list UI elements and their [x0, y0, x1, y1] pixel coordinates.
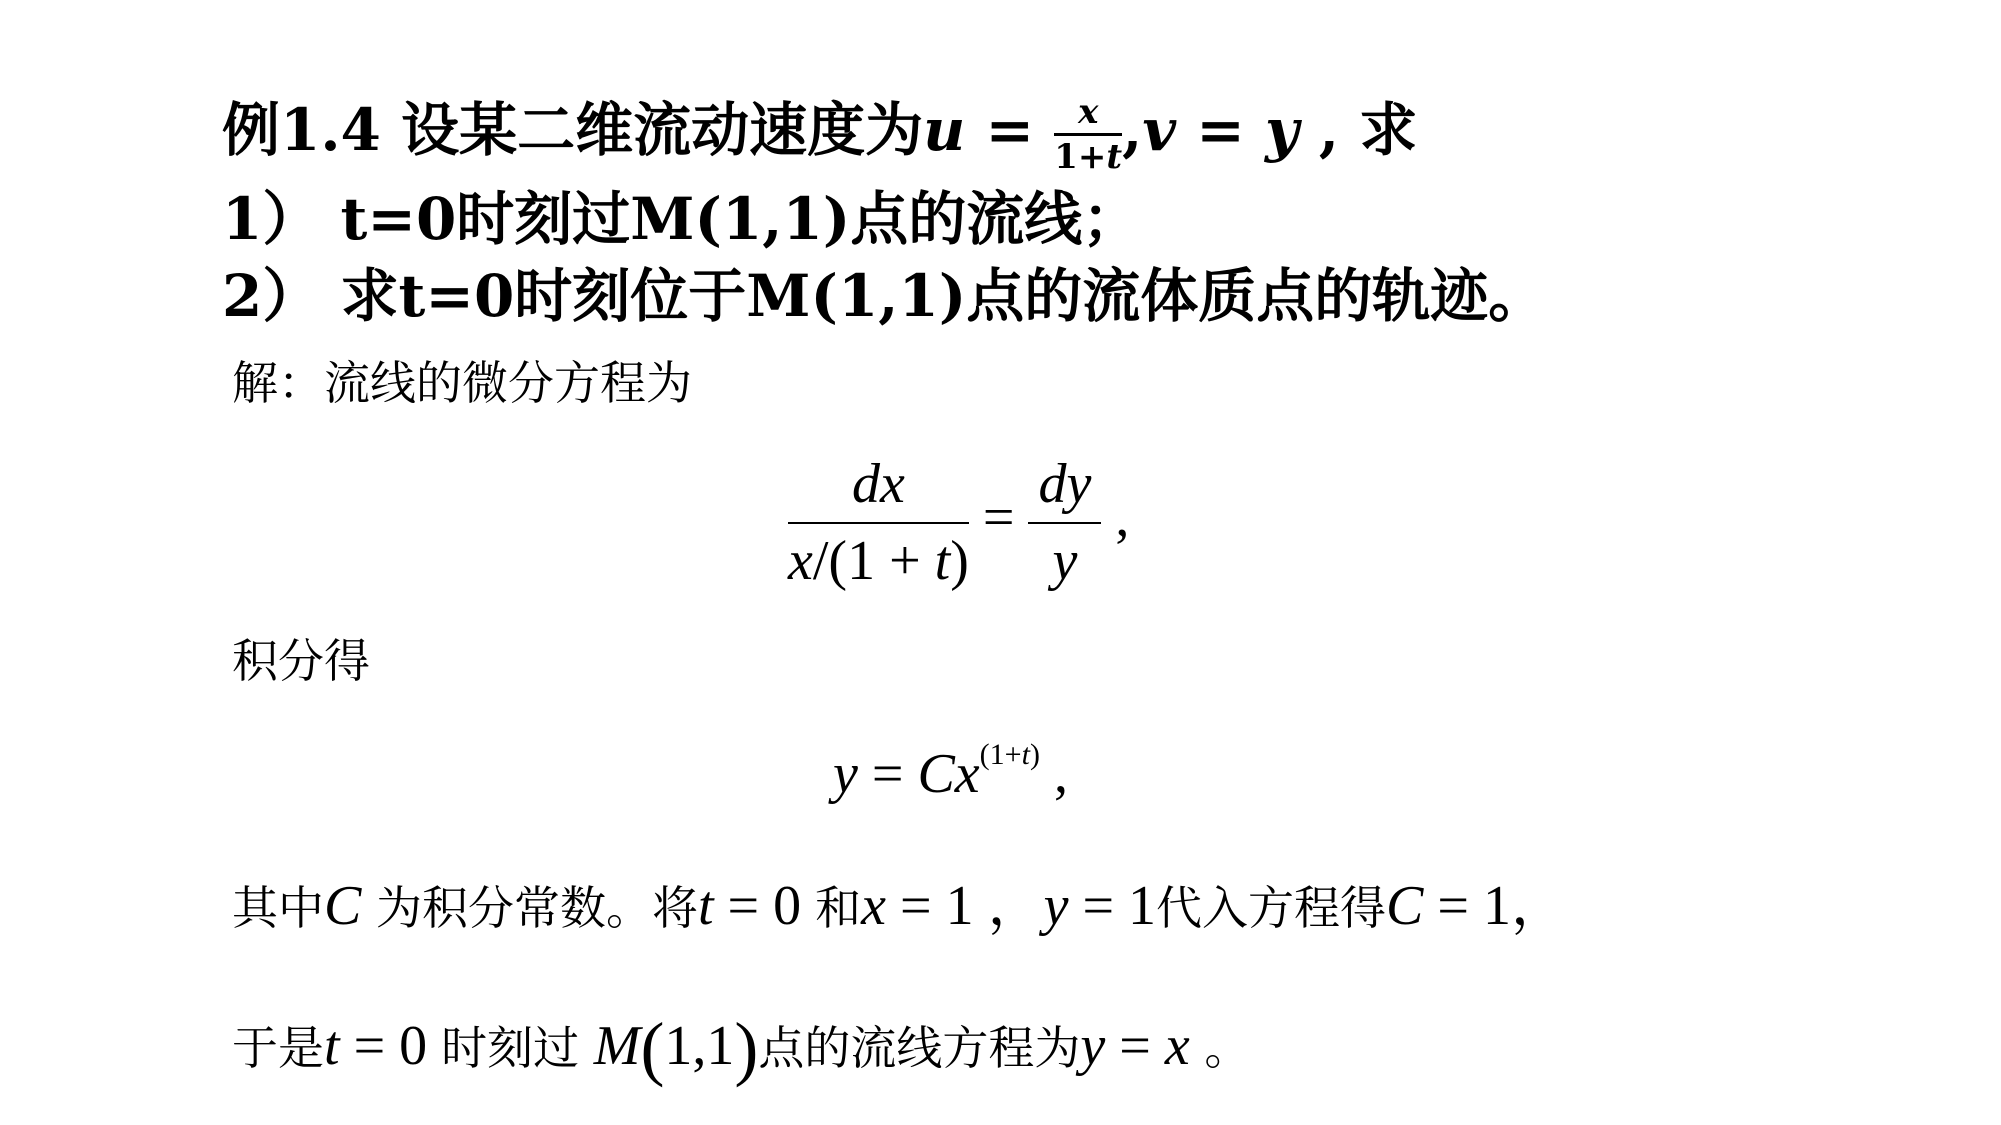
point-m: M — [593, 1015, 641, 1077]
text-streamline-eq: 点的流线方程为 — [758, 1021, 1081, 1075]
den-mid: /(1 + — [812, 529, 935, 592]
text-he: 和 — [815, 881, 862, 935]
problem-ask: , 求 — [1298, 96, 1418, 165]
exp-open: (1+ — [979, 738, 1022, 771]
result-period: 。 — [1189, 1021, 1251, 1075]
den-t-var: t — [934, 529, 951, 592]
var-x: x — [861, 875, 886, 937]
problem-line-2: 1） t=0时刻过M(1,1)点的流线； — [222, 185, 1141, 253]
streamline-equation — [788, 455, 1129, 591]
rhs-denominator: y — [1052, 529, 1078, 592]
var-t: t — [697, 875, 714, 937]
text-moment: 时刻过 — [441, 1021, 594, 1075]
den-x: x — [788, 529, 813, 592]
problem-line-1 — [222, 92, 1418, 177]
eq2-comma: , — [1039, 743, 1068, 805]
den-close: ) — [950, 529, 969, 592]
lhs-numerator: dx — [788, 455, 969, 524]
integrate-text: 积分得 — [232, 634, 370, 688]
result-var-t: t — [324, 1015, 340, 1077]
text-constant: 为积分常数。将 — [361, 881, 698, 935]
problem-title: 例1.4 设某二维流动速度为 — [222, 96, 924, 165]
velocity-u: u — [923, 96, 966, 165]
paren-right: ) — [734, 1008, 759, 1088]
equals-sign: = — [965, 96, 1055, 165]
text-qizhong: 其中 — [232, 881, 324, 935]
eq2-exponent — [980, 738, 1040, 771]
x-value: = 1 ， — [886, 875, 1044, 937]
result-y: y — [1080, 1015, 1106, 1077]
u-fraction — [1054, 92, 1123, 177]
eq2-y: y — [833, 743, 858, 805]
eq2-equals: = — [857, 743, 918, 805]
velocity-v: v — [1142, 96, 1177, 165]
lhs-fraction — [788, 455, 969, 591]
u-fraction-denominator — [1054, 136, 1122, 176]
exp-close: ) — [1029, 738, 1040, 771]
paren-left: ( — [640, 1008, 665, 1088]
var-c: C — [324, 875, 362, 937]
u-fraction-numerator: x — [1054, 95, 1122, 136]
eq1-equals: = — [968, 486, 1029, 549]
den-one-plus: 1+ — [1054, 136, 1107, 177]
problem-line-3: 2） 求t=0时刻位于M(1,1)点的流体质点的轨迹。 — [222, 262, 1547, 330]
streamline-result-line — [232, 1008, 1251, 1088]
c-value: = 1， — [1423, 875, 1567, 937]
text-yushi: 于是 — [232, 1021, 324, 1075]
eq1-comma: , — [1101, 486, 1130, 549]
rhs-fraction — [1028, 455, 1101, 591]
y-value: = 1 — [1068, 875, 1157, 937]
var-y: y — [1043, 875, 1069, 937]
constant-line — [232, 875, 1567, 937]
equals-sign-2: = — [1176, 96, 1266, 165]
result-x: x — [1164, 1015, 1190, 1077]
text-substitute: 代入方程得 — [1156, 881, 1387, 935]
velocity-v-value: y — [1265, 96, 1299, 165]
point-coords: 1,1 — [664, 1015, 735, 1077]
integrated-equation — [833, 738, 1068, 806]
comma: , — [1122, 96, 1143, 165]
lhs-denominator — [788, 524, 969, 591]
exp-t: t — [1021, 738, 1030, 771]
eq2-cx: Cx — [917, 743, 980, 805]
var-c-2: C — [1386, 875, 1424, 937]
result-t-value: = 0 — [339, 1015, 442, 1077]
den-t: t — [1106, 136, 1123, 177]
t-value: = 0 — [713, 875, 816, 937]
solution-intro: 解：流线的微分方程为 — [232, 356, 692, 410]
result-equals: = — [1105, 1015, 1165, 1077]
rhs-numerator: dy — [1028, 455, 1101, 524]
